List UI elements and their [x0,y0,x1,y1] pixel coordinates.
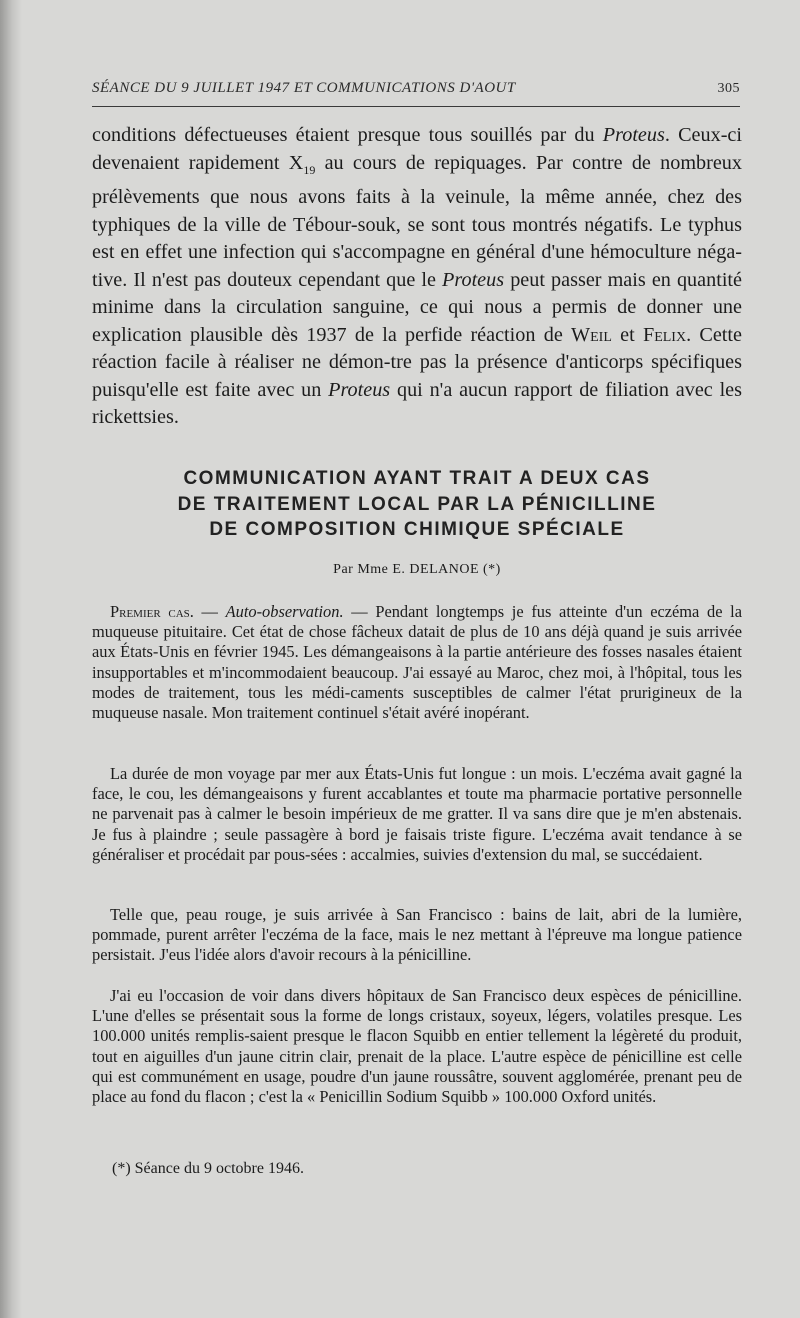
header-rule [92,106,740,107]
author-felix: Felix [642,323,687,346]
page-number: 305 [717,81,740,96]
italic-proteus: Proteus [328,378,391,401]
case-label: Premier cas. [110,602,194,621]
case-subtitle: Auto-observation. [225,602,344,621]
footnote: (*) Séance du 9 octobre 1946. [112,1160,304,1177]
italic-proteus: Proteus [442,268,505,291]
running-header [92,80,740,97]
paragraph-2: La durée de mon voyage par mer aux États-Unis fut longue : un mois. L'eczéma avait gagné la face, le cou, les démangeaisons y furent accablantes et toute ma pharmacie portative personnelle ne parvenait pas à calmer le besoin impérieux de me gratter. Il va sans dire que je m'en abstenais. Je fus à plaindre ; seule passagère à bord je faisais triste figure. L'eczéma avait tendance à se généraliser et procédait par pous-sées : accalmies, suivies d'extension du mal, se succédaient. [92,764,742,864]
title-line-3: DE COMPOSITION CHIMIQUE SPÉCIALE [209,519,625,540]
paragraph-3: Telle que, peau rouge, je suis arrivée à San Francisco : bains de lait, abri de la lumière, pommade, purent arrêter l'eczéma de la face, mais le nez mettant à l'épreuve ma longue patience persistait. J'eus l'idée alors d'avoir recours à la pénicilline. [92,905,742,965]
byline: Par Mme E. DELANOE (*) [333,562,501,577]
continued-paragraph: conditions défectueuses étaient presque tous souillés par du Proteus. Ceux-ci devenaient rapidement $X_{19}$ au cours de repiquages. Par contre de nombreux prélèvements que nous avons faits à la veinule, la même année, chez des typhiques de la ville de Tébour-souk, se sont tous montrés négatifs. Le typhus est en effet une infection qui s'accompagne en général d'une hémoculture néga-tive. Il n'est pas douteux cependant que le Proteus peut passer mais en quantité minime dans la circulation sanguine, ce qui nous a permis de donner une explication plausible dès 1937 de la perfide réaction de Weil et Felix. Cette réaction facile à réaliser ne démon-tre pas la présence d'anticorps spécifiques puisqu'elle est faite avec un Proteus qui n'a aucun rapport de filiation avec les rickettsies. [92,124,743,429]
author-weil: Weil [571,323,612,346]
article-title [92,466,742,543]
paragraph-4: J'ai eu l'occasion de voir dans divers hôpitaux de San Francisco deux espèces de pénicilline. L'une d'elles se présentait sous la forme de longs cristaux, soyeux, légers, volatiles presque. Les 100.000 unités remplis-saient presque le flacon Squibb en entier tellement la légèreté du produit, tout en aiguilles d'un jaune citrin clair, prenait de la place. L'autre espèce de pénicilline est celle qui est communément en usage, poudre d'un jaune roussâtre, souvent agglomérée, prenant peu de place au fond du flacon ; c'est la « Penicillin Sodium Squibb » 100.000 Oxford unités. [92,986,742,1107]
italic-proteus: Proteus [602,124,665,146]
title-line-1: COMMUNICATION AYANT TRAIT A DEUX CAS [183,468,651,489]
paragraph-1: Premier cas. — Auto-observation. — Pendant longtemps je fus atteinte d'un eczéma de la muqueuse pituitaire. Cet état de chose fâcheux datait de plus de 10 ans déjà quand je suis arrivée aux États-Unis en février 1945. Les démangeaisons à la partie antérieure des fosses nasales étaient insupportables et m'incommodaient beaucoup. J'ai essayé au Maroc, chez moi, à l'hôpital, tous les modes de traitement, tous les médi-caments susceptibles de calmer l'état prurigineux de la muqueuse nasale. Mon traitement continuel s'était avéré inopérant. [92,602,743,723]
running-title: SÉANCE DU 9 JUILLET 1947 ET COMMUNICATIONS D'AOUT [92,80,516,96]
title-line-2: DE TRAITEMENT LOCAL PAR LA PÉNICILLINE [177,493,657,515]
